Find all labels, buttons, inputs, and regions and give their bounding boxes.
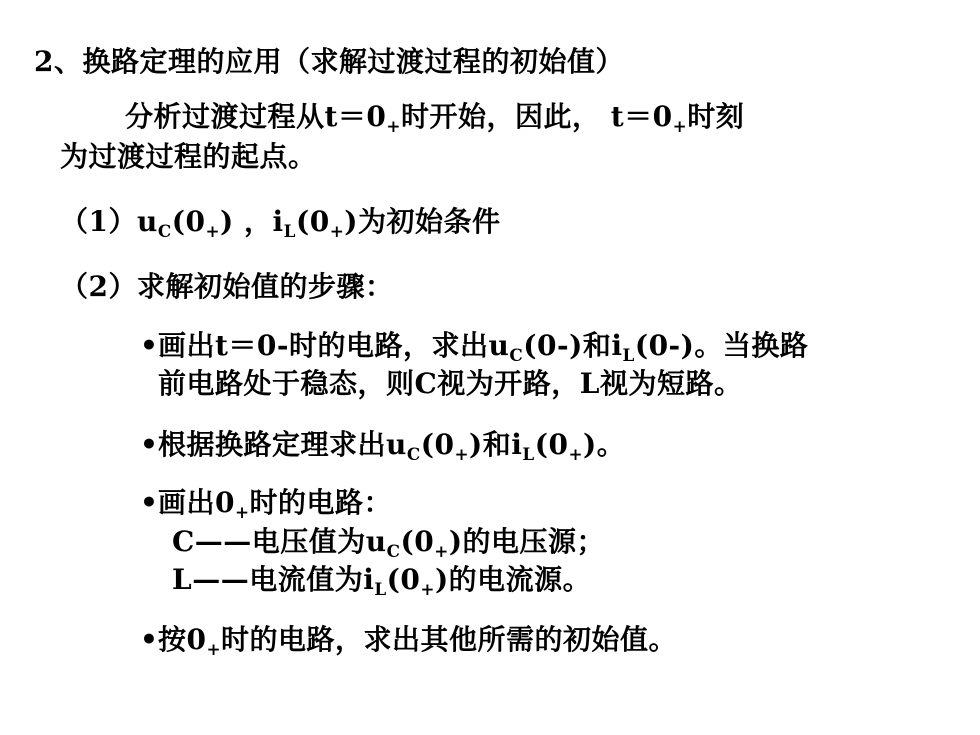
bullet: •	[140, 329, 159, 362]
subscript: +	[206, 638, 222, 659]
step-text: (0	[400, 525, 435, 558]
item-2: （2）求解初始值的步骤：	[60, 270, 394, 303]
bullet: •	[140, 623, 159, 656]
subscript: L	[283, 220, 296, 241]
subscript: +	[234, 501, 250, 522]
step-text: )和i	[469, 428, 523, 461]
step-text: 画出t＝0-时的电路，求出u	[158, 329, 510, 362]
subscript: L	[522, 443, 535, 464]
subscript: L	[622, 344, 635, 365]
subscript: +	[454, 443, 470, 464]
step-text: (0	[420, 428, 455, 461]
step-text: )的电压源；	[448, 525, 606, 558]
item-text: ) ，i	[220, 205, 284, 238]
subscript: +	[205, 220, 220, 241]
intro-text: 分析过渡过程从t＝0	[125, 100, 387, 133]
intro-text: 时开始，因此， t＝0	[400, 100, 673, 133]
step-4	[140, 623, 677, 657]
intro-text: 时刻	[687, 100, 745, 133]
intro-line-2: 为过渡过程的起点。	[60, 140, 317, 173]
section-heading: 2、换路定理的应用（求解过渡过程的初始值）	[34, 45, 624, 78]
subscript: C	[157, 220, 172, 241]
step-text: 时的电路：	[249, 486, 393, 519]
subscript: +	[420, 578, 435, 599]
step-text: 时的电路，求出其他所需的初始值。	[221, 623, 678, 656]
intro-line-1	[125, 100, 744, 134]
item-text: )为初始条件	[344, 205, 501, 238]
subscript: +	[568, 443, 584, 464]
item-text: (0	[171, 205, 206, 238]
step-text: 根据换路定理求出u	[158, 428, 407, 461]
step-text: C——电压值为u	[172, 525, 387, 558]
subscript: C	[509, 344, 524, 365]
step-text: 画出0	[158, 486, 235, 519]
step-text: 按0	[158, 623, 207, 656]
subscript: +	[329, 220, 345, 241]
item-1	[60, 205, 501, 239]
step-1-line-2: 前电路处于稳态，则C视为开路，L视为短路。	[158, 367, 743, 400]
item-text: （1）u	[60, 205, 158, 238]
step-text: )的电流源。	[434, 563, 592, 596]
step-1-line-1	[140, 329, 808, 363]
step-3-line-1	[140, 486, 392, 520]
bullet: •	[140, 486, 159, 519]
subscript: C	[386, 540, 401, 561]
subscript: C	[406, 443, 421, 464]
subscript: L	[374, 578, 387, 599]
step-3-inductor-line	[172, 563, 591, 597]
subscript: +	[672, 115, 688, 136]
item-text: (0	[295, 205, 330, 238]
step-text: (0-)和i	[523, 329, 623, 362]
step-3-capacitor-line	[172, 525, 605, 559]
step-text: L——电流值为i	[172, 563, 375, 596]
step-2	[140, 428, 625, 462]
step-text: )。	[583, 428, 626, 461]
step-text: (0	[534, 428, 569, 461]
subscript: +	[434, 540, 449, 561]
step-text: (0-)。当换路	[634, 329, 809, 362]
subscript: +	[386, 115, 401, 136]
step-text: (0	[386, 563, 421, 596]
bullet: •	[140, 428, 159, 461]
